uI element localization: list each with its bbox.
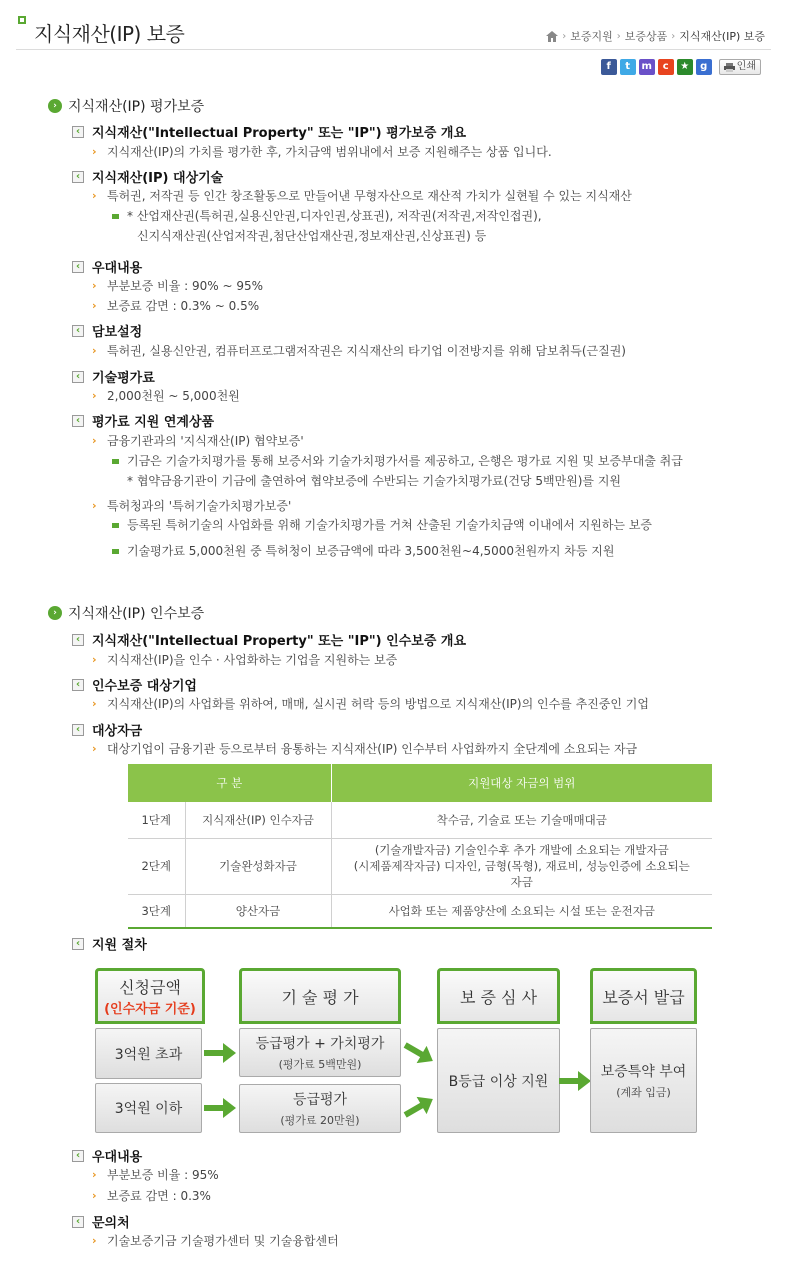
orange-chevron-icon: › bbox=[92, 697, 97, 710]
subheading: ‹ 지식재산("Intellectual Property" 또는 "IP") 평가보증 개요 bbox=[72, 122, 466, 141]
bullet-item: › 지식재산(IP)의 가치를 평가한 후, 가치금액 범위내에서 보증 지원해주는 상품 입니다. bbox=[92, 145, 552, 159]
green-square-icon bbox=[112, 549, 119, 554]
bullet-item: › 특허권, 저작권 등 인간 창조활동으로 만들어낸 무형자산으로 재산적 가치가 실현될 수 있는 지식재산 bbox=[92, 189, 632, 203]
orange-chevron-icon: › bbox=[92, 344, 97, 357]
table-cell: 착수금, 기술료 또는 기술매매대금 bbox=[331, 802, 712, 838]
flow-step-review: 보 증 심 사 bbox=[437, 968, 560, 1024]
section-title bbox=[48, 603, 204, 623]
twitter-icon[interactable]: t bbox=[620, 59, 636, 75]
flow-box-issue: 보증특약 부여 (계좌 입금) bbox=[590, 1028, 697, 1133]
chevron-box-icon: ‹ bbox=[72, 325, 84, 337]
yozm-icon[interactable]: ★ bbox=[677, 59, 693, 75]
subheading: ‹ 담보설정 bbox=[72, 321, 142, 340]
page-title: 지식재산(IP) 보증 bbox=[34, 22, 185, 46]
chevron-right-icon: › bbox=[616, 30, 621, 42]
orange-chevron-icon: › bbox=[92, 389, 97, 402]
bullet-item: › 특허권, 실용신안권, 컴퓨터프로그램저작권은 지식재산의 타기업 이전방지를 위해 담보취득(근질권) bbox=[92, 344, 626, 358]
me2day-icon[interactable]: m bbox=[639, 59, 655, 75]
table-header-cell: 구 분 bbox=[128, 764, 331, 802]
table-cell: 지식재산(IP) 인수자금 bbox=[185, 802, 331, 838]
sub-bullet-item: 등록된 특허기술의 사업화를 위해 기술가치평가를 거쳐 산출된 기술가치금액 이내에서 지원하는 보증 bbox=[112, 515, 652, 535]
printer-icon bbox=[724, 63, 735, 72]
green-arrow-icon bbox=[402, 1041, 436, 1065]
breadcrumb-item[interactable]: 보증상품 bbox=[624, 30, 668, 43]
chevron-box-icon: ‹ bbox=[72, 371, 84, 383]
subheading: ‹ 문의처 bbox=[72, 1212, 130, 1231]
subheading: ‹ 우대내용 bbox=[72, 1146, 142, 1165]
subheading: ‹ 우대내용 bbox=[72, 257, 142, 276]
subheading: ‹ 지식재산("Intellectual Property" 또는 "IP") 인수보증 개요 bbox=[72, 630, 466, 649]
print-label: 인쇄 bbox=[736, 61, 756, 72]
chevron-box-icon: ‹ bbox=[72, 938, 84, 950]
table-row bbox=[128, 802, 712, 838]
table-cell: 기술완성화자금 bbox=[185, 838, 331, 894]
bullet-item: › 금융기관과의 '지식재산(IP) 협약보증' bbox=[92, 434, 304, 448]
table-row bbox=[128, 894, 712, 928]
chevron-right-icon: › bbox=[671, 30, 676, 42]
chevron-box-icon: ‹ bbox=[72, 171, 84, 183]
bullet-item: › 지식재산(IP)을 인수 · 사업화하는 기업을 지원하는 보증 bbox=[92, 653, 398, 667]
breadcrumb-current: 지식재산(IP) 보증 bbox=[679, 30, 765, 43]
table-cell: 1단계 bbox=[128, 802, 185, 838]
sub-bullet-item: 기금은 기술가치평가를 통해 보증서와 기술가치평가서를 제공하고, 은행은 평가료 지원 및 보증부대출 취급 * 협약금융기관이 기금에 출연하여 협약보증에 수반되는 기술가치평가료(건당 5백만원)를 지원 bbox=[112, 451, 683, 491]
table-row bbox=[128, 838, 712, 894]
orange-chevron-icon: › bbox=[92, 1234, 97, 1247]
orange-chevron-icon: › bbox=[92, 434, 97, 447]
section-title-text: 지식재산(IP) 평가보증 bbox=[68, 99, 205, 115]
green-arrow-icon bbox=[402, 1095, 436, 1119]
bullet-item: › 보증료 감면 : 0.3% ~ 0.5% bbox=[92, 299, 260, 313]
print-button[interactable] bbox=[719, 59, 761, 75]
green-square-icon bbox=[112, 214, 119, 219]
orange-chevron-icon: › bbox=[92, 1189, 97, 1202]
subheading: ‹ 인수보증 대상기업 bbox=[72, 675, 197, 694]
orange-chevron-icon: › bbox=[92, 279, 97, 292]
orange-chevron-icon: › bbox=[92, 653, 97, 666]
flow-box-over: 3억원 초과 bbox=[95, 1028, 202, 1079]
bullet-item: › 부분보증 비율 : 90% ~ 95% bbox=[92, 279, 264, 293]
chevron-box-icon: ‹ bbox=[72, 415, 84, 427]
orange-chevron-icon: › bbox=[92, 499, 97, 512]
arrow-circle-icon: › bbox=[48, 99, 62, 113]
breadcrumb bbox=[546, 28, 765, 44]
chevron-box-icon: ‹ bbox=[72, 126, 84, 138]
table-cell: 2단계 bbox=[128, 838, 185, 894]
green-arrow-icon bbox=[558, 1069, 592, 1093]
table-cell: 3단계 bbox=[128, 894, 185, 928]
subheading: ‹ 기술평가료 bbox=[72, 367, 155, 386]
bullet-item: › 기술보증기금 기술평가센터 및 기술융합센터 bbox=[92, 1234, 339, 1248]
cyworld-icon[interactable]: c bbox=[658, 59, 674, 75]
flow-step-eval: 기 술 평 가 bbox=[239, 968, 401, 1024]
green-arrow-icon bbox=[203, 1041, 237, 1065]
flow-box-eval-grade: 등급평가 (평가료 20만원) bbox=[239, 1084, 401, 1133]
table-cell: 양산자금 bbox=[185, 894, 331, 928]
flow-box-review: B등급 이상 지원 bbox=[437, 1028, 560, 1133]
chevron-box-icon: ‹ bbox=[72, 1216, 84, 1228]
chevron-right-icon: › bbox=[562, 30, 567, 42]
orange-chevron-icon: › bbox=[92, 189, 97, 202]
subheading: ‹ 지식재산(IP) 대상기술 bbox=[72, 167, 223, 186]
page-header bbox=[16, 8, 771, 50]
bullet-item: › 지식재산(IP)의 사업화를 위하여, 매매, 실시권 허락 등의 방법으로 지식재산(IP)의 인수를 추진중인 기업 bbox=[92, 697, 649, 711]
table-cell: (기술개발자금) 기술인수후 추가 개발에 소요되는 개발자금 (시제품제작자금) 디자인, 금형(목형), 재료비, 성능인증에 소요되는 자금 bbox=[331, 838, 712, 894]
table-cell: 사업화 또는 제품양산에 소요되는 시설 또는 운전자금 bbox=[331, 894, 712, 928]
chevron-box-icon: ‹ bbox=[72, 724, 84, 736]
bullet-item: › 대상기업이 금융기관 등으로부터 융통하는 지식재산(IP) 인수부터 사업화까지 全단계에 소요되는 자금 bbox=[92, 742, 638, 756]
section-title bbox=[48, 96, 204, 116]
facebook-icon[interactable]: f bbox=[601, 59, 617, 75]
sub-bullet-item: * 산업재산권(특허권,실용신안권,디자인권,상표권), 저작권(저작권,저작인접권), 신지식재산권(산업저작권,첨단산업재산권,정보재산권,신상표권) 등 bbox=[112, 206, 542, 246]
arrow-circle-icon: › bbox=[48, 606, 62, 620]
subheading: ‹ 대상자금 bbox=[72, 720, 142, 739]
green-arrow-icon bbox=[203, 1096, 237, 1120]
subheading: ‹ 지원 절차 bbox=[72, 934, 147, 953]
subheading: ‹ 평가료 지원 연계상품 bbox=[72, 411, 214, 430]
chevron-box-icon: ‹ bbox=[72, 1150, 84, 1162]
google-icon[interactable]: g bbox=[696, 59, 712, 75]
home-icon[interactable] bbox=[546, 31, 558, 42]
share-bar bbox=[601, 59, 761, 75]
table-header-row bbox=[128, 764, 712, 802]
flow-box-under: 3억원 이하 bbox=[95, 1083, 202, 1133]
orange-chevron-icon: › bbox=[92, 742, 97, 755]
orange-chevron-icon: › bbox=[92, 1168, 97, 1181]
chevron-box-icon: ‹ bbox=[72, 261, 84, 273]
funds-table bbox=[128, 764, 712, 929]
green-square-icon bbox=[112, 459, 119, 464]
section-title-text: 지식재산(IP) 인수보증 bbox=[68, 606, 205, 622]
breadcrumb-item[interactable]: 보증지원 bbox=[570, 30, 613, 43]
chevron-box-icon: ‹ bbox=[72, 679, 84, 691]
chevron-box-icon: ‹ bbox=[72, 634, 84, 646]
sub-bullet-item: 기술평가료 5,000천원 중 특허청이 보증금액에 따라 3,500천원~4,5000천원까지 차등 지원 bbox=[112, 541, 614, 561]
table-header-cell: 지원대상 자금의 범위 bbox=[331, 764, 712, 802]
bullet-item: › 부분보증 비율 : 95% bbox=[92, 1168, 219, 1182]
green-square-icon bbox=[112, 523, 119, 528]
orange-chevron-icon: › bbox=[92, 145, 97, 158]
orange-chevron-icon: › bbox=[92, 299, 97, 312]
bullet-item: › 보증료 감면 : 0.3% bbox=[92, 1189, 211, 1203]
flow-step-issue: 보증서 발급 bbox=[590, 968, 697, 1024]
title-marker-icon bbox=[18, 16, 26, 24]
bullet-item: › 2,000천원 ~ 5,000천원 bbox=[92, 389, 240, 403]
flow-step-apply: 신청금액 (인수자금 기준) bbox=[95, 968, 205, 1024]
flow-box-eval-full: 등급평가 + 가치평가 (평가료 5백만원) bbox=[239, 1028, 401, 1077]
bullet-item: › 특허청과의 '특허기술가치평가보증' bbox=[92, 499, 292, 513]
